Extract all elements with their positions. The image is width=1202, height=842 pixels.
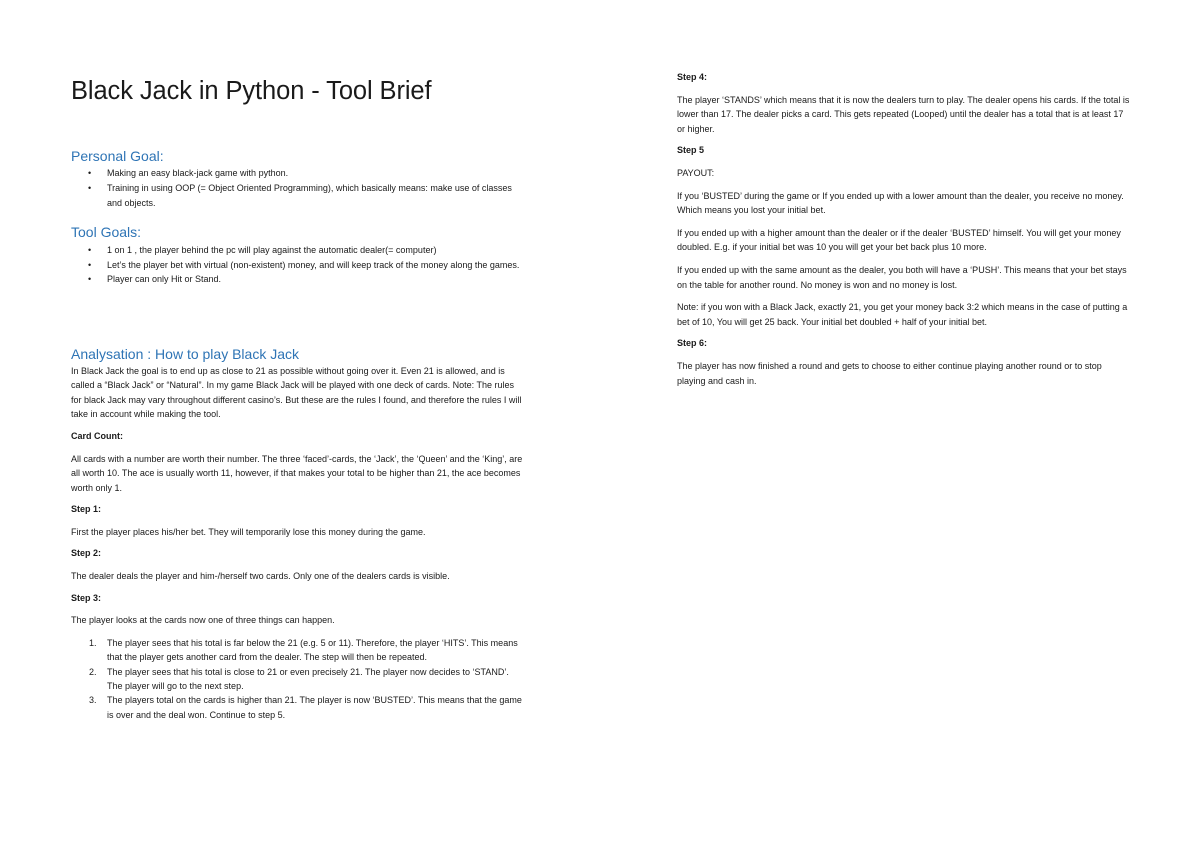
list-item: 2. The player sees that his total is close to 21 or even precisely 21. The player now decides to ‘STAND’. The player will go to the next step. <box>89 666 509 692</box>
step3-text: The player looks at the cards now one of three things can happen. <box>71 615 335 626</box>
analysation-heading: Analysation : How to play Black Jack <box>71 345 299 362</box>
document-title: Black Jack in Python - Tool Brief <box>71 77 432 105</box>
bullet-icon: • <box>88 244 92 255</box>
bullet-icon: • <box>88 259 92 270</box>
list-item: 3. The players total on the cards is higher than 21. The player is now ‘BUSTED’. This means that the game is over and the deal won. Continue to step 5. <box>89 695 522 720</box>
list-item: • Player can only Hit or Stand. <box>71 272 526 287</box>
list-item: • Making an easy black-jack game with python. <box>71 166 526 181</box>
list-item: • Let’s the player bet with virtual (non-existent) money, and will keep track of the money along the games. <box>71 258 526 273</box>
bullet-icon: • <box>88 168 92 179</box>
list-item: • Training in using OOP (= Object Oriented Programming), which basically means: make use of classes and objects. <box>88 182 512 208</box>
tool-goals-list <box>71 243 526 287</box>
step1-text: First the player places his/her bet. They will temporarily lose this money during the game. <box>71 526 426 537</box>
step4-label: Step 4: <box>677 72 708 82</box>
step3-list <box>71 636 526 722</box>
left-page <box>71 70 526 722</box>
step2-text: The dealer deals the player and him-/herself two cards. Only one of the dealers cards is visible. <box>71 571 450 582</box>
step6-text: The player has now finished a round and gets to choose to either continue playing another round or to stop playing and cash in. <box>677 360 1102 386</box>
personal-goal-list <box>71 166 526 210</box>
card-count-label: Card Count: <box>71 430 123 441</box>
step4-text: The player ‘STANDS’ which means that it is now the dealers turn to play. The dealer opens his cards. If the total is lower than 17. The dealer picks a card. This gets repeated (Looped) until the dealer has a total that is at least 17 or higher. <box>677 94 1130 134</box>
tool-goals-heading: Tool Goals: <box>71 224 142 241</box>
bullet-icon: • <box>88 182 92 193</box>
payout-busted-text: If you ‘BUSTED’ during the game or If you ended up with a lower amount than the dealer, you receive no money. Which means you lost your initial bet. <box>677 190 1124 216</box>
analysation-intro: In Black Jack the goal is to end up as close to 21 as possible without going over it. Even 21 is allowed, and is called a “Black Jack” or “Natural”. In my game Black Jack will be played with one deck of cards. Note: The rules for black Jack may vary throughout different casino’s. But these are the rules I found, and therefore the rules I will take in account while making the tool. <box>71 365 522 420</box>
step6-label: Step 6: <box>677 338 708 349</box>
personal-goal-heading: Personal Goal: <box>71 147 164 164</box>
payout-note-text: Note: if you won with a Black Jack, exactly 21, you get your money back 3:2 which means in the case of putting a bet of 10, You will get 25 back. Your initial bet doubled + half of your initial bet. <box>677 302 1128 327</box>
step2-label: Step 2: <box>71 548 102 559</box>
step1-label: Step 1: <box>71 504 102 515</box>
list-item: 1. The player sees that his total is far below the 21 (e.g. 5 or 11). Therefore, the player ‘HITS’. This means that the player gets another card from the dealer. The step will then be repeated. <box>89 637 518 663</box>
payout-win-text: If you ended up with a higher amount than the dealer or if the dealer ‘BUSTED’ himself. You will get your money doubled. E.g. if your initial bet was 10 you will get your bet back plus 10 more. <box>677 227 1121 253</box>
card-count-text: All cards with a number are worth their number. The three ‘faced’-cards, the ‘Jack’, the ‘Queen’ and the ‘King’, are all worth 10. The ace is usually worth 11, however, if that makes your total to be higher than 21, the ace becomes worth only 1. <box>71 453 523 493</box>
right-page <box>677 70 1132 388</box>
bullet-icon: • <box>88 274 92 285</box>
step5-label: Step 5 <box>677 145 705 156</box>
payout-label: PAYOUT: <box>677 167 715 178</box>
step3-label: Step 3: <box>71 592 102 603</box>
list-item: • 1 on 1 , the player behind the pc will play against the automatic dealer(= computer) <box>71 243 526 258</box>
payout-push-text: If you ended up with the same amount as the dealer, you both will have a ‘PUSH’. This means that your bet stays on the table for another round. No money is won and no money is lost. <box>677 264 1127 290</box>
